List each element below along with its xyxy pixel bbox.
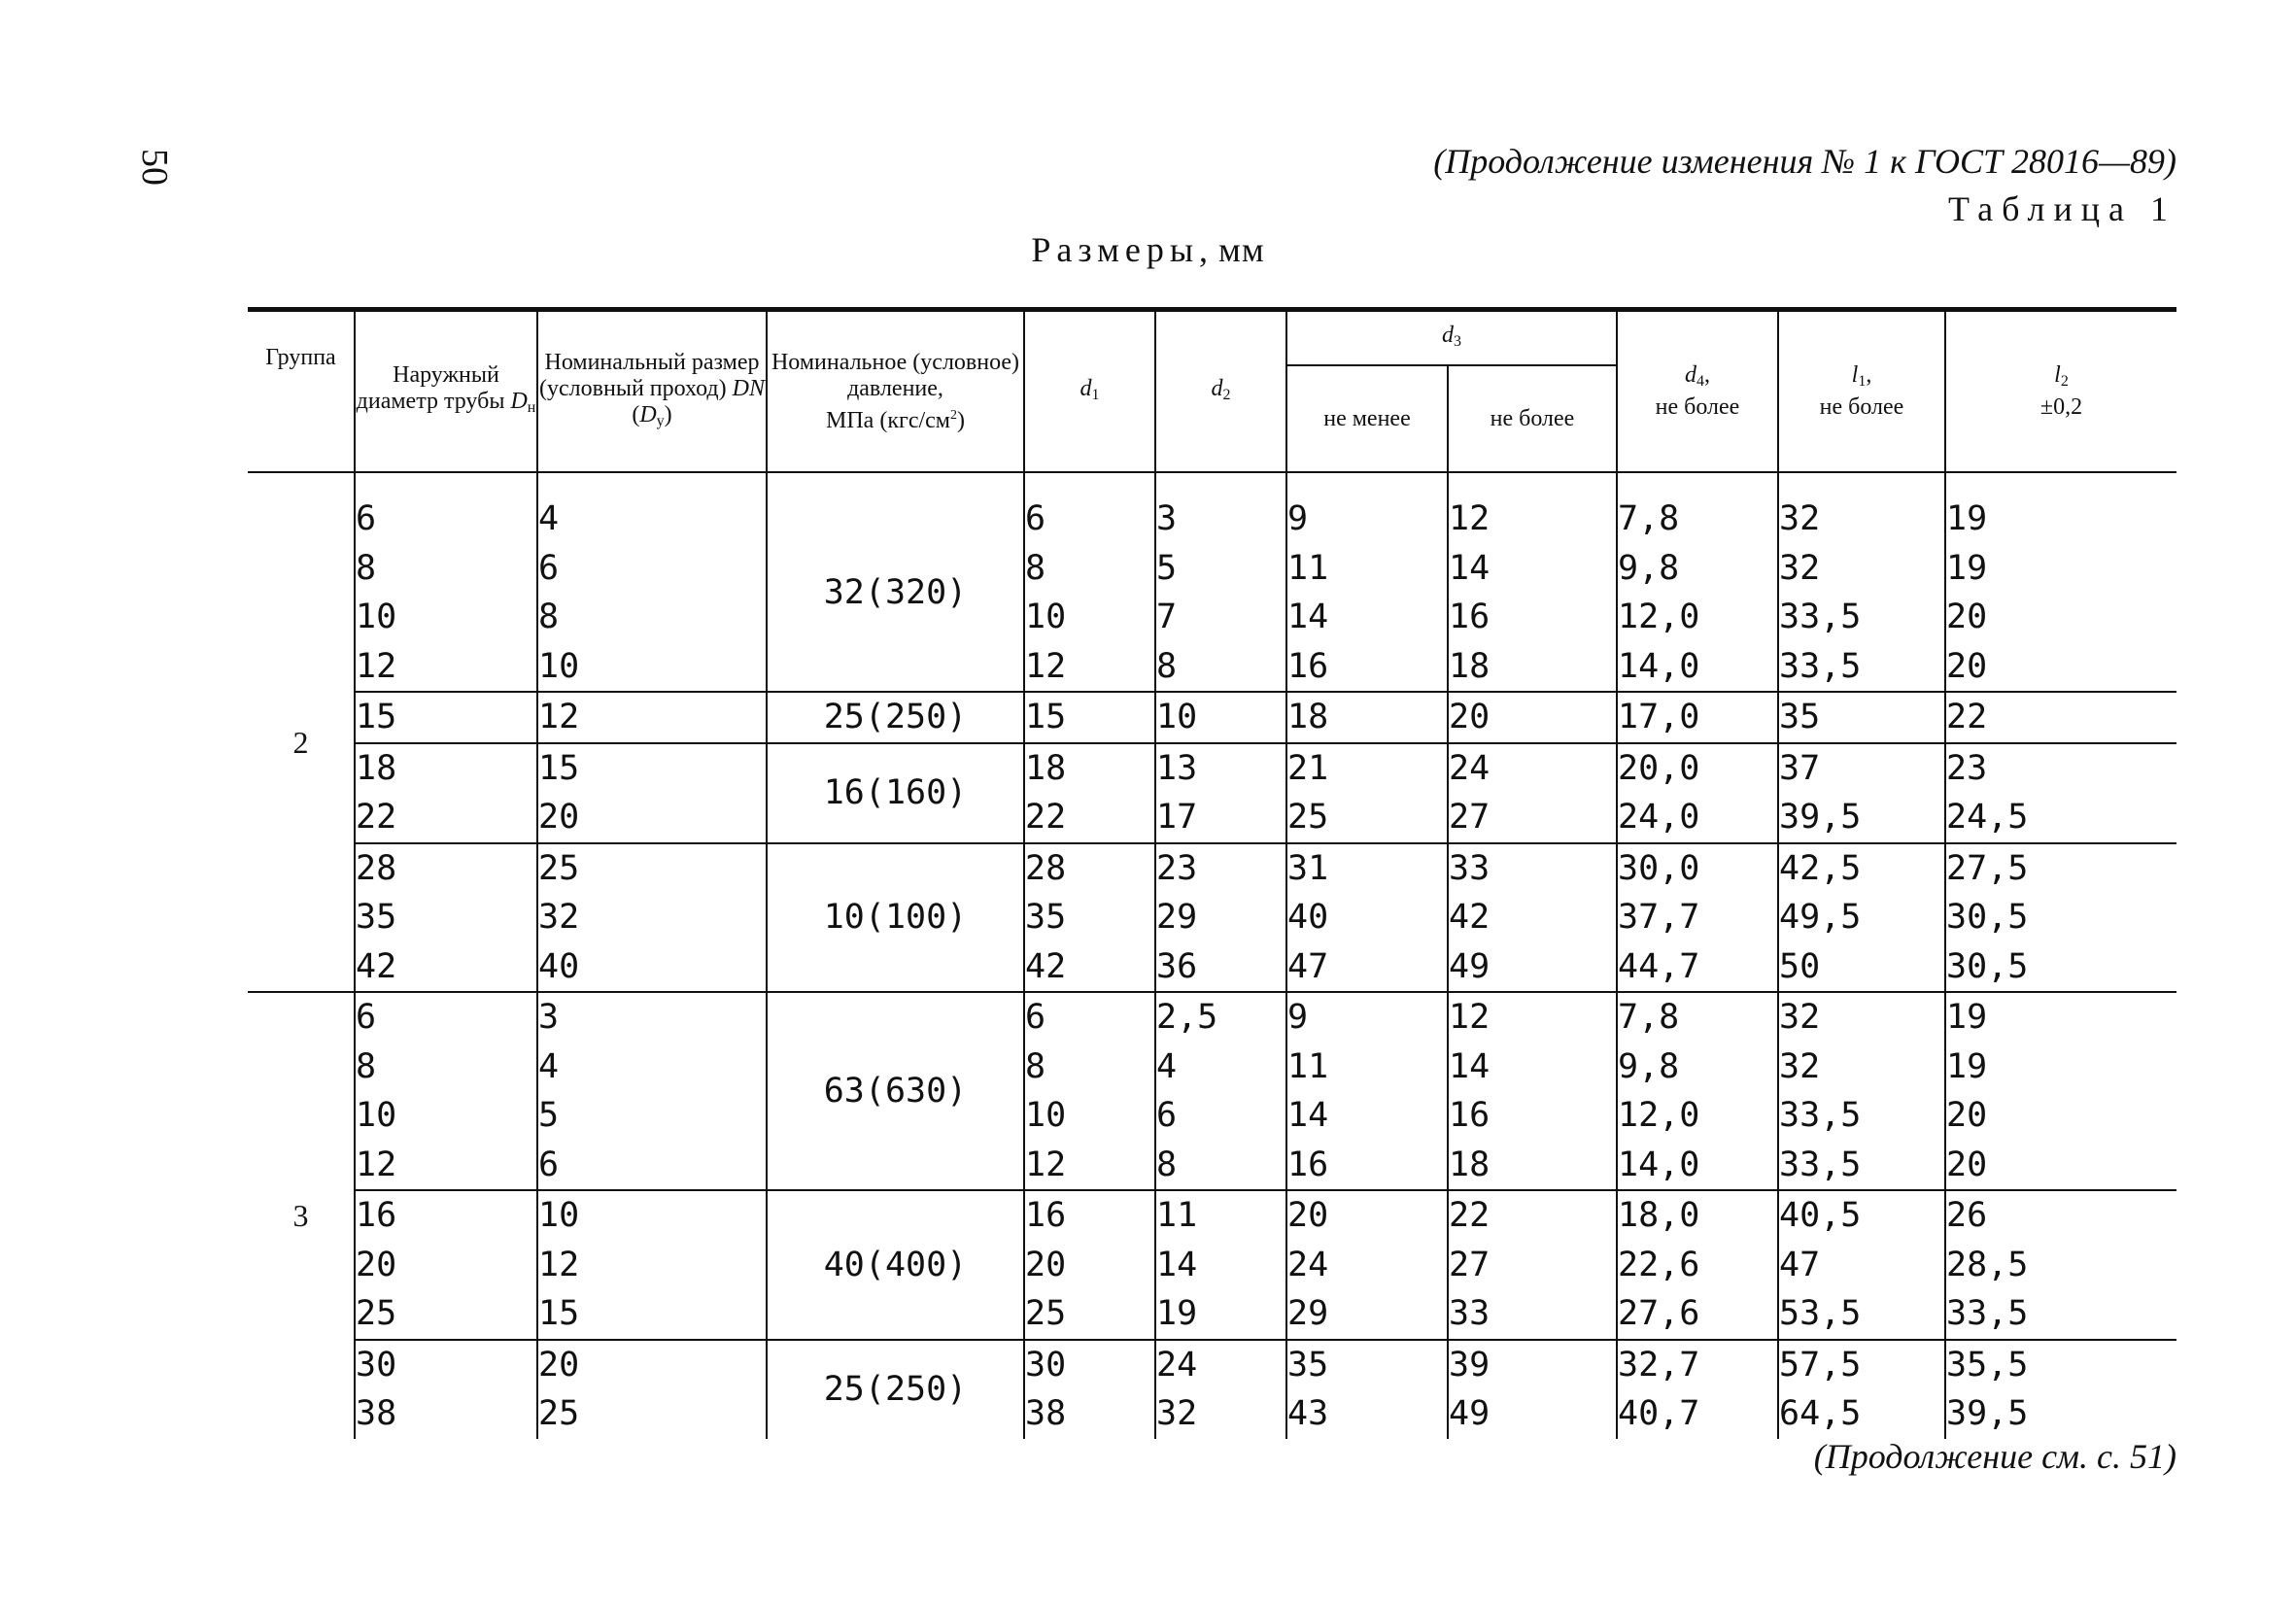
l1-cell: 32 [1778,1043,1945,1092]
d3max-cell: 42 [1448,893,1617,942]
header-d3-max: не более [1448,365,1617,472]
table-row [248,942,2176,993]
d4-cell: 12,0 [1617,593,1778,642]
d3max-cell: 27 [1448,793,1617,843]
d3max-cell: 14 [1448,1043,1617,1092]
header-nominal-size-text: Номинальный размер (условный проход) [539,349,760,401]
l1-cell: 37 [1778,743,1945,794]
dy-cell: 25 [537,843,767,894]
dn-cell: 30 [355,1340,537,1390]
l2-cell: 20 [1945,593,2176,642]
header-outer-diameter-text: Наружный диаметр трубы [356,362,505,414]
l1-cell: 33,5 [1778,642,1945,693]
header-l2-sub: 2 [2060,373,2069,390]
d3min-cell: 11 [1286,544,1448,594]
header-d4-sub: 4 [1696,373,1704,390]
header-l1-suffix: , [1866,362,1872,388]
dy-cell: 32 [537,893,767,942]
d3max-cell: 49 [1448,1389,1617,1439]
d4-cell: 14,0 [1617,642,1778,693]
l1-cell: 33,5 [1778,1141,1945,1191]
l2-cell: 23 [1945,743,2176,794]
table-row [248,1091,2176,1141]
l2-cell: 19 [1945,1043,2176,1092]
dn-cell: 16 [355,1190,537,1241]
l2-cell: 19 [1945,472,2176,544]
header-d3-min: не менее [1286,365,1448,472]
l1-cell: 32 [1778,992,1945,1043]
header-d3-sub: 3 [1454,332,1461,350]
dy-cell: 4 [537,1043,767,1092]
d2-cell: 19 [1155,1289,1286,1340]
table-body [248,472,2176,1439]
table-row [248,692,2176,743]
group-cell: 2 [292,725,309,760]
header-l2-note: ±0,2 [2039,394,2083,420]
d3min-cell: 29 [1286,1289,1448,1340]
d1-cell: 10 [1024,593,1155,642]
d4-cell: 37,7 [1617,893,1778,942]
d3max-cell: 18 [1448,1141,1617,1191]
table-row [248,593,2176,642]
dn-cell: 12 [355,1141,537,1191]
d4-cell: 30,0 [1617,843,1778,894]
d2-cell: 32 [1155,1389,1286,1439]
d3max-cell: 16 [1448,593,1617,642]
table-row [248,793,2176,843]
d4-cell: 32,7 [1617,1340,1778,1390]
header-outer-diameter-symbol: D [510,389,528,414]
dy-cell: 20 [537,1340,767,1390]
header-d1 [1024,310,1155,473]
d4-cell: 9,8 [1617,1043,1778,1092]
d4-cell: 17,0 [1617,692,1778,743]
d2-cell: 17 [1155,793,1286,843]
d4-cell: 27,6 [1617,1289,1778,1340]
dn-cell: 8 [355,544,537,594]
d3max-cell: 49 [1448,942,1617,993]
table-row [248,893,2176,942]
d3min-cell: 14 [1286,593,1448,642]
d2-cell: 36 [1155,942,1286,993]
d4-cell: 22,6 [1617,1241,1778,1290]
d3min-cell: 25 [1286,793,1448,843]
dy-cell: 12 [537,692,767,743]
d4-cell: 18,0 [1617,1190,1778,1241]
pressure-cell: 32(320) [767,472,1024,692]
table-row [248,1289,2176,1340]
d2-cell: 29 [1155,893,1286,942]
l2-cell: 20 [1945,1141,2176,1191]
d3min-cell: 9 [1286,472,1448,544]
l1-cell: 40,5 [1778,1190,1945,1241]
pressure-cell: 16(160) [767,743,1024,843]
header-nominal-size-symbol2: D [639,401,657,427]
header-d2 [1155,310,1286,473]
header-outer-diameter [355,310,537,473]
d3min-cell: 9 [1286,992,1448,1043]
d3min-cell: 20 [1286,1190,1448,1241]
header-nominal-pressure [767,310,1024,473]
l2-cell: 35,5 [1945,1340,2176,1390]
header-d4 [1617,310,1778,473]
d3min-cell: 31 [1286,843,1448,894]
d2-cell: 8 [1155,1141,1286,1191]
dy-cell: 25 [537,1389,767,1439]
d1-cell: 12 [1024,1141,1155,1191]
d3max-cell: 33 [1448,843,1617,894]
d3max-cell: 27 [1448,1241,1617,1290]
footer-note: (Продолжение см. с. 51) [1813,1437,2176,1476]
d2-cell: 24 [1155,1340,1286,1390]
l2-cell: 27,5 [1945,843,2176,894]
header-d3 [1286,310,1617,366]
dn-cell: 35 [355,893,537,942]
header-d4-suffix: , [1704,362,1710,388]
header-nominal-pressure-unit-end: ) [956,407,965,433]
table-row [248,1340,2176,1390]
header-nominal-size: Номинальный размер (условный проход) DN $(D_y)$ [537,310,767,473]
d1-cell: 12 [1024,642,1155,693]
d2-cell: 5 [1155,544,1286,594]
dy-cell: 6 [537,544,767,594]
d3max-cell: 18 [1448,642,1617,693]
pressure-cell: 63(630) [767,992,1024,1190]
dy-cell: 6 [537,1141,767,1191]
header-l1-symbol: l [1851,362,1859,388]
dn-cell: 12 [355,642,537,693]
table-row [248,1389,2176,1439]
header-d2-sub: 2 [1222,386,1231,403]
l1-cell: 50 [1778,942,1945,993]
pressure-cell: 10(100) [767,843,1024,993]
d3max-cell: 16 [1448,1091,1617,1141]
l2-cell: 33,5 [1945,1289,2176,1340]
d2-cell: 3 [1155,472,1286,544]
dy-cell: 10 [537,642,767,693]
d3min-cell: 16 [1286,1141,1448,1191]
header-nominal-size-symbol: DN [732,375,765,401]
d3min-cell: 18 [1286,692,1448,743]
l2-cell: 24,5 [1945,793,2176,843]
caption-word: Размеры [1031,230,1200,269]
d3min-cell: 43 [1286,1389,1448,1439]
d4-cell: 20,0 [1617,743,1778,794]
d1-cell: 15 [1024,692,1155,743]
dn-cell: 42 [355,942,537,993]
header-l1 [1778,310,1945,473]
d2-cell: 6 [1155,1091,1286,1141]
d3min-cell: 11 [1286,1043,1448,1092]
d3min-cell: 40 [1286,893,1448,942]
l2-cell: 19 [1945,992,2176,1043]
header-d3-symbol: d [1442,322,1454,348]
d2-cell: 14 [1155,1241,1286,1290]
dy-cell: 5 [537,1091,767,1141]
table-row [248,992,2176,1043]
header-note: (Продолжение изменения № 1 к ГОСТ 28016—89) [1433,142,2176,181]
d1-cell: 10 [1024,1091,1155,1141]
table-row [248,743,2176,794]
d2-cell: 4 [1155,1043,1286,1092]
dn-cell: 6 [355,472,537,544]
d4-cell: 24,0 [1617,793,1778,843]
d3max-cell: 20 [1448,692,1617,743]
d1-cell: 16 [1024,1190,1155,1241]
dn-cell: 20 [355,1241,537,1290]
d4-cell: 7,8 [1617,472,1778,544]
caption-unit: , мм [1199,230,1265,269]
l2-cell: 30,5 [1945,942,2176,993]
d1-cell: 8 [1024,544,1155,594]
header-d4-symbol: d [1685,362,1696,388]
dimensions-table [248,307,2176,1439]
d4-cell: 40,7 [1617,1389,1778,1439]
d1-cell: 20 [1024,1241,1155,1290]
table-row [248,642,2176,693]
d3max-cell: 39 [1448,1340,1617,1390]
l2-cell: 28,5 [1945,1241,2176,1290]
header-nominal-pressure-sup: 2 [949,407,957,423]
dn-cell: 25 [355,1289,537,1340]
l1-cell: 53,5 [1778,1289,1945,1340]
dy-cell: 40 [537,942,767,993]
d1-cell: 8 [1024,1043,1155,1092]
header-row [248,310,2176,366]
header-d1-sub: 1 [1091,386,1100,403]
table-row [248,843,2176,894]
dy-cell: 15 [537,743,767,794]
l2-cell: 20 [1945,1091,2176,1141]
l2-cell: 22 [1945,692,2176,743]
page-number: 50 [134,149,175,186]
table-row [248,1241,2176,1290]
dn-cell: 38 [355,1389,537,1439]
d4-cell: 9,8 [1617,544,1778,594]
table-row [248,1141,2176,1191]
d3min-cell: 21 [1286,743,1448,794]
pressure-cell: 40(400) [767,1190,1024,1340]
d3max-cell: 22 [1448,1190,1617,1241]
l1-cell: 32 [1778,472,1945,544]
table-label: Таблица 1 [1948,189,2176,228]
d1-cell: 22 [1024,793,1155,843]
l1-cell: 57,5 [1778,1340,1945,1390]
l1-cell: 64,5 [1778,1389,1945,1439]
d4-cell: 12,0 [1617,1091,1778,1141]
l2-cell: 19 [1945,544,2176,594]
dy-cell: 10 [537,1190,767,1241]
header-d2-symbol: d [1211,375,1223,401]
l2-cell: 20 [1945,642,2176,693]
table-row [248,472,2176,544]
l1-cell: 39,5 [1778,793,1945,843]
table-row [248,1190,2176,1241]
pressure-cell: 25(250) [767,1340,1024,1439]
d3min-cell: 14 [1286,1091,1448,1141]
table-row [248,544,2176,594]
d1-cell: 38 [1024,1389,1155,1439]
d3min-cell: 24 [1286,1241,1448,1290]
d2-cell: 13 [1155,743,1286,794]
d4-cell: 14,0 [1617,1141,1778,1191]
d2-cell: 2,5 [1155,992,1286,1043]
l1-cell: 33,5 [1778,593,1945,642]
d3max-cell: 12 [1448,472,1617,544]
table-row [248,1043,2176,1092]
d4-cell: 7,8 [1617,992,1778,1043]
dy-cell: 8 [537,593,767,642]
dy-cell: 15 [537,1289,767,1340]
l1-cell: 47 [1778,1241,1945,1290]
dy-cell: 4 [537,472,767,544]
dy-cell: 12 [537,1241,767,1290]
d3min-cell: 16 [1286,642,1448,693]
d1-cell: 28 [1024,843,1155,894]
d1-cell: 18 [1024,743,1155,794]
d4-cell: 44,7 [1617,942,1778,993]
dn-cell: 10 [355,1091,537,1141]
header-outer-diameter-sub: н [527,399,536,416]
l2-cell: 26 [1945,1190,2176,1241]
group-cell: 3 [248,992,355,1439]
l1-cell: 35 [1778,692,1945,743]
d3max-cell: 33 [1448,1289,1617,1340]
d3min-cell: 47 [1286,942,1448,993]
d3min-cell: 35 [1286,1340,1448,1390]
dy-cell: 3 [537,992,767,1043]
header-l1-sub: 1 [1858,373,1867,390]
header-l1-note: не более [1819,394,1904,420]
l1-cell: 33,5 [1778,1091,1945,1141]
header-d4-note: не более [1655,394,1740,420]
d1-cell: 30 [1024,1340,1155,1390]
d2-cell: 23 [1155,843,1286,894]
l1-cell: 42,5 [1778,843,1945,894]
dn-cell: 18 [355,743,537,794]
d1-cell: 25 [1024,1289,1155,1340]
d3max-cell: 12 [1448,992,1617,1043]
header-nominal-pressure-text: Номинальное (условное) давление, [771,349,1020,401]
d3max-cell: 14 [1448,544,1617,594]
l2-cell: 39,5 [1945,1389,2176,1439]
header-l2 [1945,310,2176,473]
header-l2-symbol: l [2054,362,2061,388]
d1-cell: 6 [1024,992,1155,1043]
dn-cell: 8 [355,1043,537,1092]
pressure-cell: 25(250) [767,692,1024,743]
l1-cell: 49,5 [1778,893,1945,942]
d2-cell: 8 [1155,642,1286,693]
d2-cell: 10 [1155,692,1286,743]
l2-cell: 30,5 [1945,893,2176,942]
header-group: Группа [248,310,355,473]
dn-cell: 6 [355,992,537,1043]
dn-cell: 15 [355,692,537,743]
dn-cell: 28 [355,843,537,894]
header-nominal-pressure-unit: МПа (кгс/см [826,407,950,433]
dy-cell: 20 [537,793,767,843]
header-nominal-size-sub: y [656,412,665,429]
dn-cell: 10 [355,593,537,642]
table-caption [0,229,2296,270]
dn-cell: 22 [355,793,537,843]
header-d1-symbol: d [1079,375,1092,401]
d1-cell: 42 [1024,942,1155,993]
d2-cell: 11 [1155,1190,1286,1241]
l1-cell: 32 [1778,544,1945,594]
d3max-cell: 24 [1448,743,1617,794]
d1-cell: 35 [1024,893,1155,942]
d1-cell: 6 [1024,472,1155,544]
d2-cell: 7 [1155,593,1286,642]
